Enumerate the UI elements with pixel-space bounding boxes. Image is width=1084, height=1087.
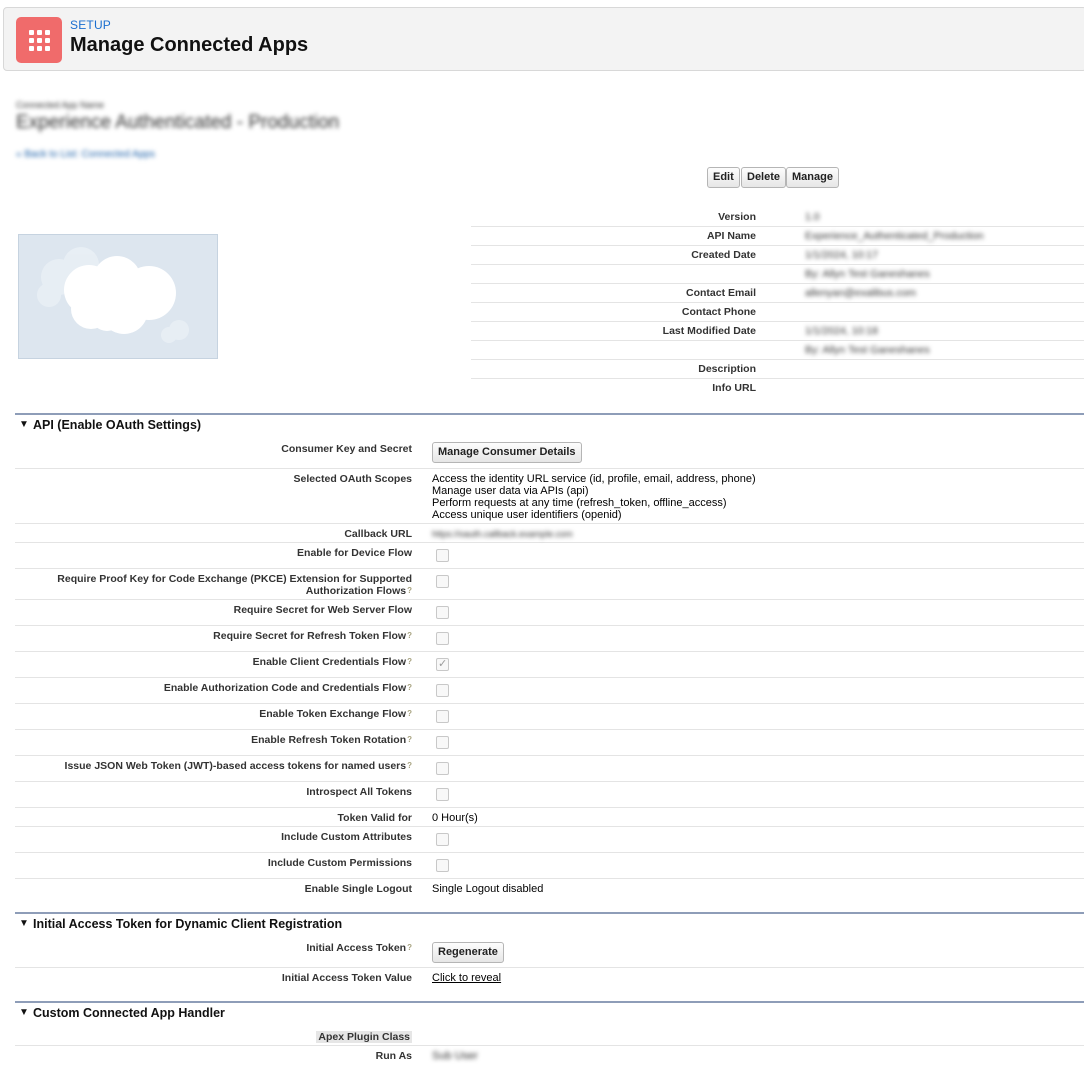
consumer-key-row: [15, 439, 1084, 469]
section-handler-header[interactable]: [15, 1001, 1084, 1023]
scope-item: Manage user data via APIs (api): [432, 485, 589, 497]
page-header: [3, 7, 1084, 71]
detail-label: Description: [698, 363, 756, 375]
detail-label: Created Date: [691, 249, 756, 261]
help-icon[interactable]: ?: [407, 735, 412, 744]
run-as-row: [15, 1046, 1084, 1066]
flag-checkbox[interactable]: [436, 762, 449, 775]
initial-access-token-value-label: Initial Access Token Value: [281, 972, 412, 984]
detail-value: By: Allyn Test Ganeshanes: [805, 344, 930, 356]
detail-value: By: Allyn Test Ganeshanes: [805, 268, 930, 280]
detail-label: Contact Email: [685, 287, 756, 299]
cloud-icon: [19, 235, 218, 359]
callback-url-value: https://oauth.callback.example.com: [432, 529, 573, 539]
detail-value: allenyan@exalibus.com: [805, 287, 917, 299]
breadcrumb: Connected App Name: [16, 100, 105, 110]
run-as-value: Sub User: [432, 1050, 478, 1062]
initial-access-token-label: Initial Access Token?: [306, 942, 412, 954]
back-to-list-link[interactable]: « Back to List: Connected Apps: [16, 149, 155, 160]
flag-label: Enable Token Exchange Flow?: [259, 708, 412, 720]
detail-value: Experience_Authenticated_Production: [805, 230, 984, 242]
single-logout-value: Single Logout disabled: [432, 883, 544, 895]
flag-label: Issue JSON Web Token (JWT)-based access tokens for named users?: [64, 760, 412, 772]
flag-row: [15, 543, 1084, 569]
detail-row: [471, 284, 1084, 303]
detail-row: [471, 322, 1084, 341]
section-title: Initial Access Token for Dynamic Client Registration: [33, 917, 343, 931]
callback-url-row: [15, 524, 1084, 543]
flag-row: [15, 600, 1084, 626]
detail-table: [471, 208, 1084, 398]
detail-row: [471, 303, 1084, 322]
scope-item: Access unique user identifiers (openid): [432, 509, 622, 521]
flag-label: Introspect All Tokens: [306, 786, 412, 798]
edit-button[interactable]: Edit: [707, 167, 740, 188]
section-oauth-header[interactable]: [15, 413, 1084, 435]
flag-row: [15, 730, 1084, 756]
detail-row: [471, 379, 1084, 398]
custom-permissions-label: Include Custom Permissions: [267, 857, 412, 869]
consumer-key-label: Consumer Key and Secret: [281, 443, 412, 455]
oauth-scopes-list: [432, 473, 756, 521]
detail-row: [471, 227, 1084, 246]
record-name: Experience Authenticated - Production: [16, 112, 340, 133]
flag-checkbox[interactable]: [436, 658, 449, 671]
delete-button[interactable]: Delete: [741, 167, 786, 188]
collapse-triangle-icon[interactable]: ▼: [19, 918, 29, 929]
custom-attributes-checkbox[interactable]: [436, 833, 449, 846]
flag-label: Enable for Device Flow: [297, 547, 412, 559]
custom-attributes-label: Include Custom Attributes: [281, 831, 412, 843]
detail-row: [471, 360, 1084, 379]
custom-permissions-row: [15, 853, 1084, 879]
help-icon[interactable]: ?: [407, 761, 412, 770]
flag-label: Require Secret for Refresh Token Flow?: [213, 630, 412, 642]
app-logo: [18, 234, 218, 359]
setup-label[interactable]: SETUP: [70, 18, 112, 32]
flag-checkbox[interactable]: [436, 736, 449, 749]
detail-row: [471, 341, 1084, 360]
flag-checkbox[interactable]: [436, 575, 449, 588]
help-icon[interactable]: ?: [407, 631, 412, 640]
grid-icon: [16, 17, 62, 63]
token-valid-value: 0 Hour(s): [432, 812, 478, 824]
flag-checkbox[interactable]: [436, 632, 449, 645]
detail-value: 1.0: [805, 211, 820, 223]
flag-label: Require Secret for Web Server Flow: [233, 604, 412, 616]
help-icon[interactable]: ?: [407, 683, 412, 692]
initial-access-token-value-row: [15, 968, 1084, 990]
help-icon[interactable]: ?: [407, 657, 412, 666]
collapse-triangle-icon[interactable]: ▼: [19, 419, 29, 430]
flag-row: [15, 626, 1084, 652]
help-icon[interactable]: ?: [407, 709, 412, 718]
flag-row: [15, 678, 1084, 704]
section-title: API (Enable OAuth Settings): [33, 418, 202, 432]
flag-row: [15, 756, 1084, 782]
detail-value: 1/1/2024, 10:18: [805, 325, 878, 337]
flag-checkbox[interactable]: [436, 710, 449, 723]
run-as-label: Run As: [375, 1050, 412, 1062]
flag-label: Enable Refresh Token Rotation?: [251, 734, 412, 746]
oauth-scopes-label: Selected OAuth Scopes: [293, 473, 412, 485]
initial-access-token-row: [15, 938, 1084, 968]
detail-label: Contact Phone: [681, 306, 756, 318]
page-title: Manage Connected Apps: [70, 34, 309, 56]
scope-item: Access the identity URL service (id, profile, email, address, phone): [432, 473, 756, 485]
click-to-reveal-link[interactable]: Click to reveal: [432, 972, 502, 984]
single-logout-row: [15, 879, 1084, 901]
flag-row: [15, 569, 1084, 600]
single-logout-label: Enable Single Logout: [304, 883, 412, 895]
callback-url-label: Callback URL: [344, 528, 412, 540]
apex-plugin-row: [15, 1027, 1084, 1046]
manage-button[interactable]: Manage: [786, 167, 839, 188]
section-token-header[interactable]: [15, 912, 1084, 934]
detail-label: Info URL: [712, 382, 756, 394]
collapse-triangle-icon[interactable]: ▼: [19, 1007, 29, 1018]
flag-row: [15, 704, 1084, 730]
manage-consumer-details-button[interactable]: Manage Consumer Details: [432, 442, 582, 463]
detail-row: [471, 246, 1084, 265]
flag-row: [15, 782, 1084, 808]
detail-label: Last Modified Date: [662, 325, 756, 337]
custom-attributes-row: [15, 827, 1084, 853]
oauth-scopes-row: [15, 469, 1084, 524]
scope-item: Perform requests at any time (refresh_token, offline_access): [432, 497, 727, 509]
apex-plugin-label: Apex Plugin Class: [318, 1031, 410, 1043]
detail-label: API Name: [706, 230, 756, 242]
token-valid-label: Token Valid for: [337, 812, 412, 824]
flag-label: Enable Client Credentials Flow?: [252, 656, 412, 668]
detail-row: [471, 265, 1084, 284]
flag-checkbox[interactable]: [436, 684, 449, 697]
custom-permissions-checkbox[interactable]: [436, 859, 449, 872]
flag-label: Require Proof Key for Code Exchange (PKCE) Extension for Supported Authorization Flows?: [57, 573, 412, 597]
detail-label: Version: [718, 211, 756, 223]
token-valid-row: [15, 808, 1084, 827]
help-icon[interactable]: ?: [407, 586, 412, 595]
section-title: Custom Connected App Handler: [33, 1006, 225, 1020]
flag-checkbox[interactable]: [436, 788, 449, 801]
flag-label: Enable Authorization Code and Credentials Flow?: [163, 682, 412, 694]
help-icon[interactable]: ?: [407, 943, 412, 952]
flag-row: [15, 652, 1084, 678]
detail-row: [471, 208, 1084, 227]
regenerate-button[interactable]: Regenerate: [432, 942, 504, 963]
flag-checkbox[interactable]: [436, 606, 449, 619]
detail-value: 1/1/2024, 10:17: [805, 249, 878, 261]
flag-checkbox[interactable]: [436, 549, 449, 562]
